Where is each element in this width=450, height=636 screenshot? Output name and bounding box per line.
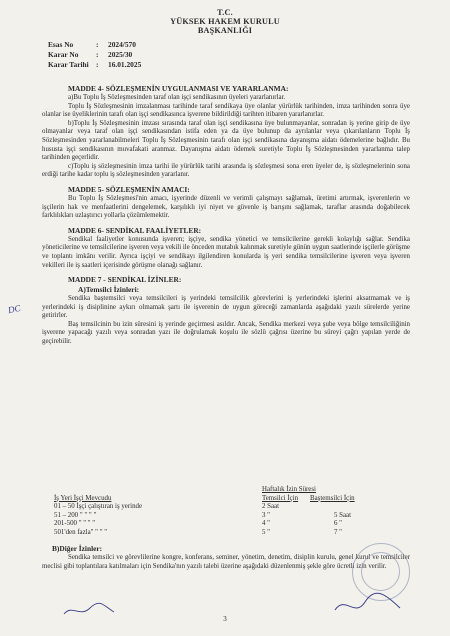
table-col3: Baştemsilci İçin bbox=[310, 494, 355, 502]
article-7-p1: Sendika baştemsilci veya temsilcileri iş yerindeki temsilcilik görevlerini iş yerlerindeki işlerini aksatmamak ve iş yerlerindeki iş disiplinine aykırı olmamak şartı ile işverenin de uygun göreceği zamanlarda aşağıdaki yazılı sürelerde yerine getirirler. bbox=[42, 295, 410, 320]
meta-key: Karar Tarihi bbox=[48, 60, 89, 69]
article-4-c: c)Toplu iş sözleşmesinin imza tarihi ile yürürlük tarihi arasında iş sözleşmesi sona eren üyeler de, iş sözleşmelerinin sona erdiği tarihe kadar toplu iş sözleşmesinden yararlanır. bbox=[42, 162, 410, 179]
leave-table bbox=[44, 486, 414, 538]
table-cell: 5 Saat bbox=[334, 511, 352, 519]
header-tc: T.C. bbox=[217, 8, 233, 17]
article-4-p2: Toplu İş Sözleşmesinin imzalanması tarihinde taraf sendikaya üye olanlar yürürlük tarihinden, imza tarihinden sonra üye olanlar ise üyeliklerinin tarafı olan işçi sendikasınca işverene bildirildiği tarihten itibaren yararlanırlar. bbox=[42, 102, 410, 119]
header-institution: YÜKSEK HAKEM KURULU bbox=[170, 17, 280, 26]
meta-karar: Karar No : 2025/30 bbox=[48, 50, 133, 59]
table-cell: 01 – 50 İşçi çalıştıran iş yerinde bbox=[54, 503, 143, 511]
article-6-title: MADDE 6- SENDİKAL FAALİYETLER: bbox=[68, 225, 202, 235]
document-body bbox=[42, 84, 410, 347]
table-head-top bbox=[44, 486, 414, 495]
table-row bbox=[44, 503, 414, 512]
table-cell: 201-500 " " " " bbox=[54, 520, 96, 528]
meta-value: 2025/30 bbox=[108, 50, 133, 59]
table-cell: 51 – 200 " " " " bbox=[54, 511, 97, 519]
article-7-b-p: Sendika temsilci ve görevlilerine kongre, konferans, seminer, yönetim, denetim, disiplin kurulu, genel kurul ve temsilciler meclisi gibi toplantılara katılmaları için Sendika'nın yazılı talebi üzerine aşağıdaki düzenlenmiş şekle göre ücretli izin verilir. bbox=[42, 554, 410, 570]
meta-esas: Esas No : 2024/570 bbox=[48, 40, 136, 49]
margin-handwritten-note: DC bbox=[7, 302, 22, 316]
article-5-p: Bu Toplu İş Sözleşmesi'nin amacı, işyerinde düzenli ve verimli çalışmayı sağlamak, üretimi artırmak, işverenlerin ve işçilerin hak ve menfaatlerini dengelemek, karşılıklı iyi niyet ve güvenle iş barışını sağlamak, taraflar arasında doğabilecek farklılıkları uzlaştırıcı yollarla çözümlemektir. bbox=[42, 194, 410, 220]
article-4-title: MADDE 4- SÖZLEŞMENİN UYGULANMASI VE YARARLANMA: bbox=[68, 84, 289, 93]
table-cell: 7 " bbox=[334, 528, 342, 536]
table-cell: 501'den fazla" " " " bbox=[54, 528, 108, 536]
article-5-title: MADDE 5- SÖZLEŞMENİN AMACI: bbox=[68, 184, 190, 194]
table-head bbox=[44, 495, 414, 504]
article-4-b: b)Toplu İş Sözleşmesinin imzası sırasında taraf olan işçi sendikasına üye bulunmayanlar, sonradan iş yerine girip de üye olmayanlar veya taraf olan işçi sendikasından istifa eden ya da üye bulunup da ayrılanlar veya çıkarılanların Toplu İş Sözleşmesinden yararlanabilmeleri Toplu İş Sözleşmesinin tarafı olan işçi sendikasına dayanışma aidatı ödemelerine bağlıdır. Bu hususta işçi sendikasının muvafakati aranmaz. Dayanışma aidatı ödemek suretiyle Toplu İş Sözleşmesinden yararlanma talep tarihinden geçerlidir. bbox=[42, 119, 410, 162]
table-col1: İş Yeri İşçi Mevcudu bbox=[54, 494, 112, 502]
page-number: 3 bbox=[223, 615, 227, 623]
meta-key: Esas No bbox=[48, 40, 74, 49]
table-row bbox=[44, 512, 414, 521]
article-7-p2: Baş temsilcinin bu izin süresini iş yerinde geçirmesi asıldır. Ancak, Sendika merkezi veya şube veya bölge temsilciliğinin işverene yapacağı yazılı veya sonradan yazı ile doğrulamak koşulu ile sözlü çağrısı üzerine bu süreyi çağrı yapılan yerde de geçirebilir. bbox=[42, 320, 410, 346]
table-col2: Temsilci İçin bbox=[262, 494, 299, 502]
header-department: BAŞKANLIĞI bbox=[197, 26, 253, 35]
article-7-a-title: A)Temsilci İzinleri: bbox=[78, 285, 140, 295]
table-row bbox=[44, 520, 414, 529]
table-row bbox=[44, 529, 414, 538]
article-7-title: MADDE 7 - SENDİKAL İZİNLER: bbox=[68, 275, 182, 285]
meta-key: Karar No bbox=[48, 50, 79, 59]
article-7-b-title: B)Diğer İzinler: bbox=[52, 544, 103, 553]
meta-karar-tarihi: Karar Tarihi : 16.01.2025 bbox=[48, 60, 142, 69]
article-4-a: a)Bu Toplu İş Sözleşmesinden taraf olan işçi sendikasının üyeleri yararlanırlar. bbox=[68, 94, 286, 101]
table-cell: 6 " bbox=[334, 520, 342, 528]
table-cell: 4 " bbox=[262, 520, 270, 528]
table-cell: 3 " bbox=[262, 511, 270, 519]
table-head-right: Haftalık İzin Süresi bbox=[262, 486, 316, 493]
article-6-p: Sendikal faaliyetler konusunda işveren; işçiye, sendika yönetici ve temsilcilerine gerekli kolaylığı sağlar. Sendika yöneticilerine ve temsilcilerine işveren veya vekili ile önceden mutabık kalınmak suretiyle günün uygun saatlerinde işçilerle görüşme ve toplantı imkânı verilir. Ayrıca işçiyi ve sendikayı ilgilendiren konularda iş yeri sendika temsilcilerine işveren veya işveren vekilleri ile iş saatleri içerisinde görüşme olanağı sağlanır. bbox=[42, 235, 410, 269]
table-cell: 2 Saat bbox=[262, 503, 280, 511]
table-cell: 5 " bbox=[262, 528, 270, 536]
meta-value: 16.01.2025 bbox=[108, 60, 142, 69]
meta-value: 2024/570 bbox=[108, 40, 136, 49]
